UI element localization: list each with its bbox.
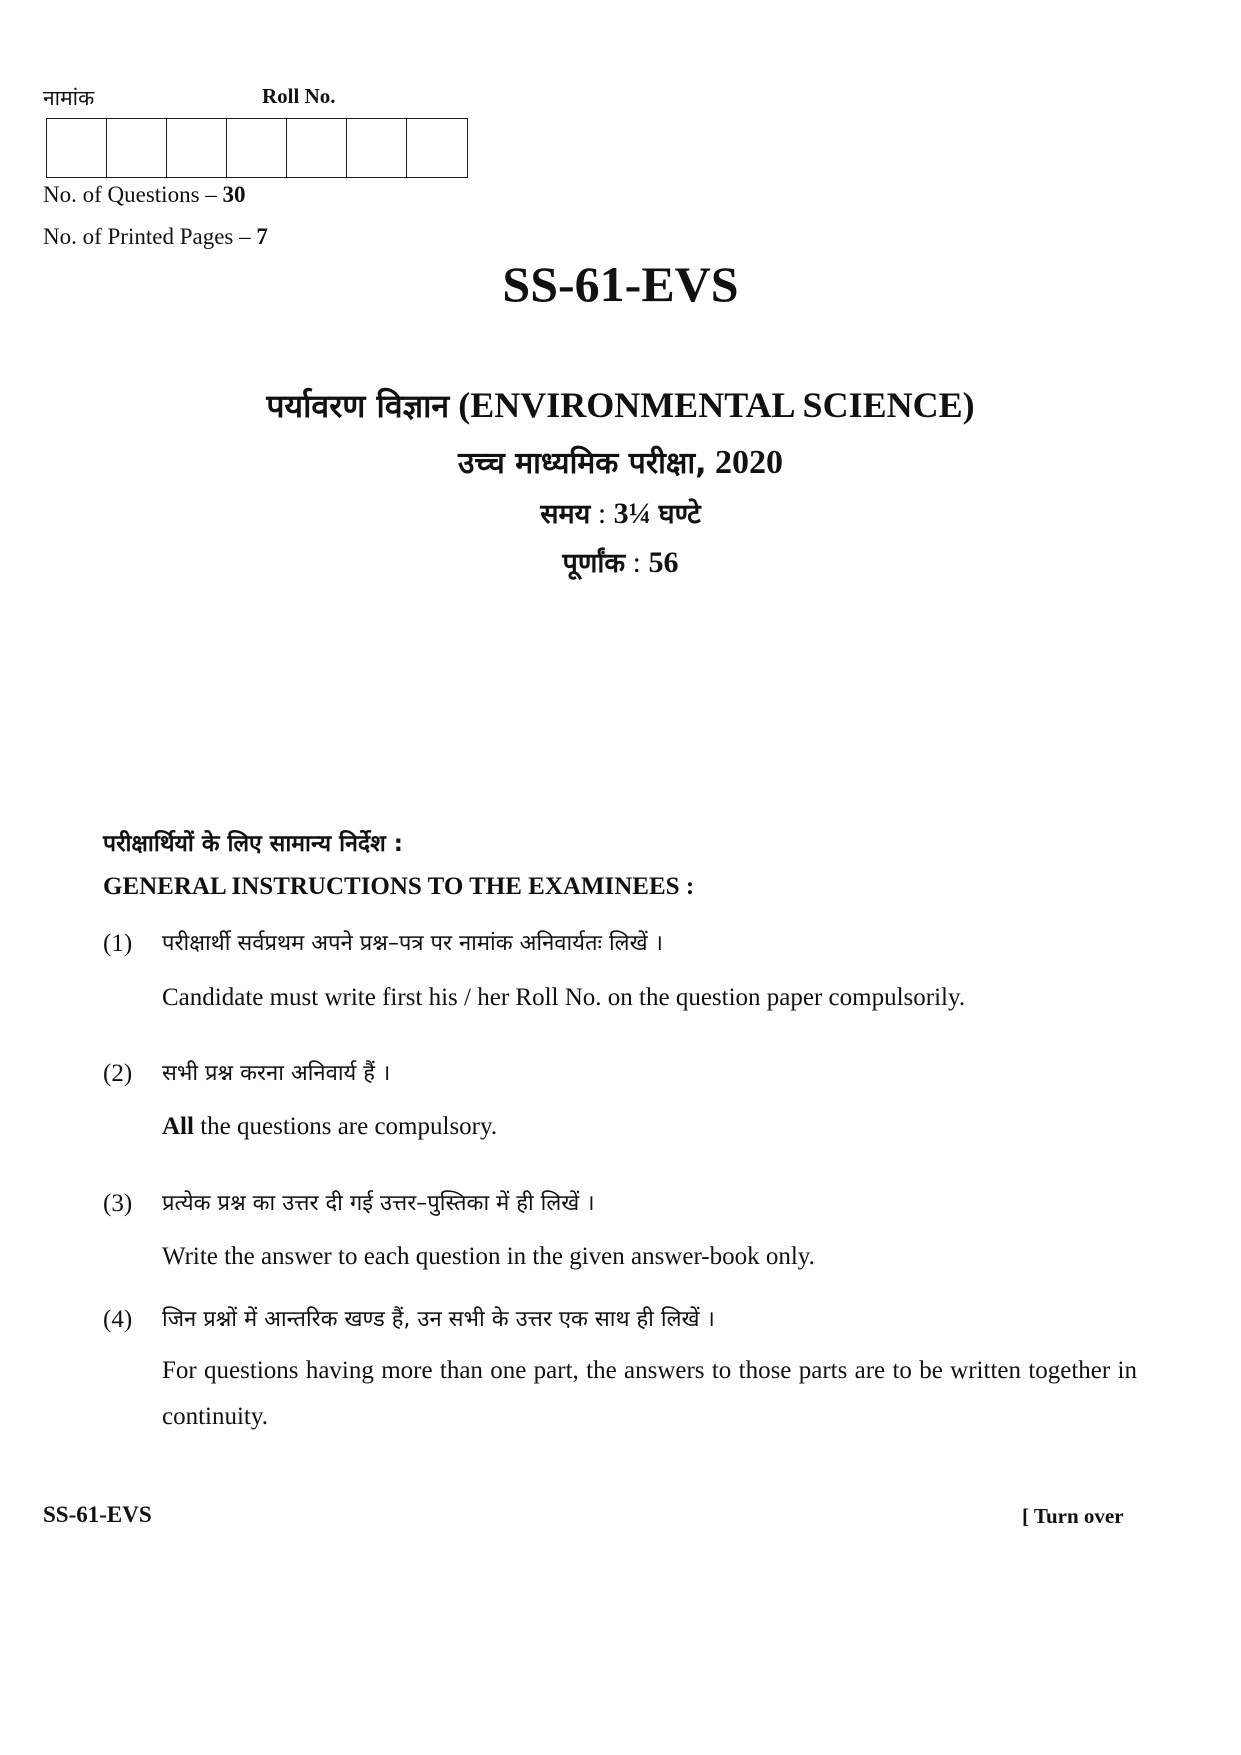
instruction-english: Write the answer to each question in the given answer-book only. <box>162 1243 815 1270</box>
instruction-number: (1) <box>103 930 133 957</box>
exam-duration: समय : 3¼ घण्टे <box>540 497 701 530</box>
instructions-heading-english: GENERAL INSTRUCTIONS TO THE EXAMINEES : <box>103 873 695 900</box>
instruction-english: All the questions are compulsory. <box>162 1113 498 1140</box>
roll-number-box[interactable] <box>287 119 347 177</box>
roll-number-label: Roll No. <box>262 84 336 108</box>
instruction-hindi: जिन प्रश्नों में आन्तरिक खण्ड हैं, उन सभी के उत्तर एक साथ ही लिखें । <box>162 1307 715 1332</box>
instruction-number: (3) <box>103 1190 133 1217</box>
exam-year: 2020 <box>715 444 784 481</box>
instruction-english: Candidate must write first his / her Roll No. on the question paper compulsorily. <box>162 984 966 1011</box>
instruction-english: For questions having more than one part, the answers to those parts are to be written together in continuity. <box>162 1357 1137 1430</box>
roll-number-box[interactable] <box>47 119 107 177</box>
roll-number-hindi-label: नामांक <box>43 86 95 110</box>
instruction-number: (2) <box>103 1060 133 1087</box>
instruction-hindi: प्रत्येक प्रश्न का उत्तर दी गई उत्तर–पुस्तिका में ही लिखें । <box>162 1191 595 1216</box>
instruction-hindi: परीक्षार्थी सर्वप्रथम अपने प्रश्न–पत्र पर नामांक अनिवार्यतः लिखें । <box>162 931 663 956</box>
roll-number-box[interactable] <box>107 119 167 177</box>
instruction-number: (4) <box>103 1306 133 1333</box>
subject-hindi: पर्यावरण विज्ञान <box>266 387 450 425</box>
maximum-marks: पूर्णांक : 56 <box>562 546 679 579</box>
subject-title <box>0 384 1241 427</box>
number-of-printed-pages: No. of Printed Pages – 7 <box>43 224 268 249</box>
footer-paper-code: SS-61-EVS <box>43 1502 152 1527</box>
number-of-questions: No. of Questions – 30 <box>43 182 246 207</box>
roll-number-box[interactable] <box>347 119 407 177</box>
turn-over-note: [ Turn over <box>1022 1504 1124 1528</box>
paper-code-title: SS-61-EVS <box>502 256 739 312</box>
instruction-hindi: सभी प्रश्न करना अनिवार्य हैं । <box>162 1061 391 1086</box>
roll-number-boxes <box>46 118 468 178</box>
instructions-heading-hindi: परीक्षार्थियों के लिए सामान्य निर्देश : <box>103 831 403 857</box>
subject-english: (ENVIRONMENTAL SCIENCE) <box>458 385 975 425</box>
roll-number-box[interactable] <box>407 119 467 177</box>
exam-hindi: उच्च माध्यमिक परीक्षा, <box>457 446 707 481</box>
roll-number-box[interactable] <box>167 119 227 177</box>
exam-title <box>0 441 1241 482</box>
roll-number-box[interactable] <box>227 119 287 177</box>
